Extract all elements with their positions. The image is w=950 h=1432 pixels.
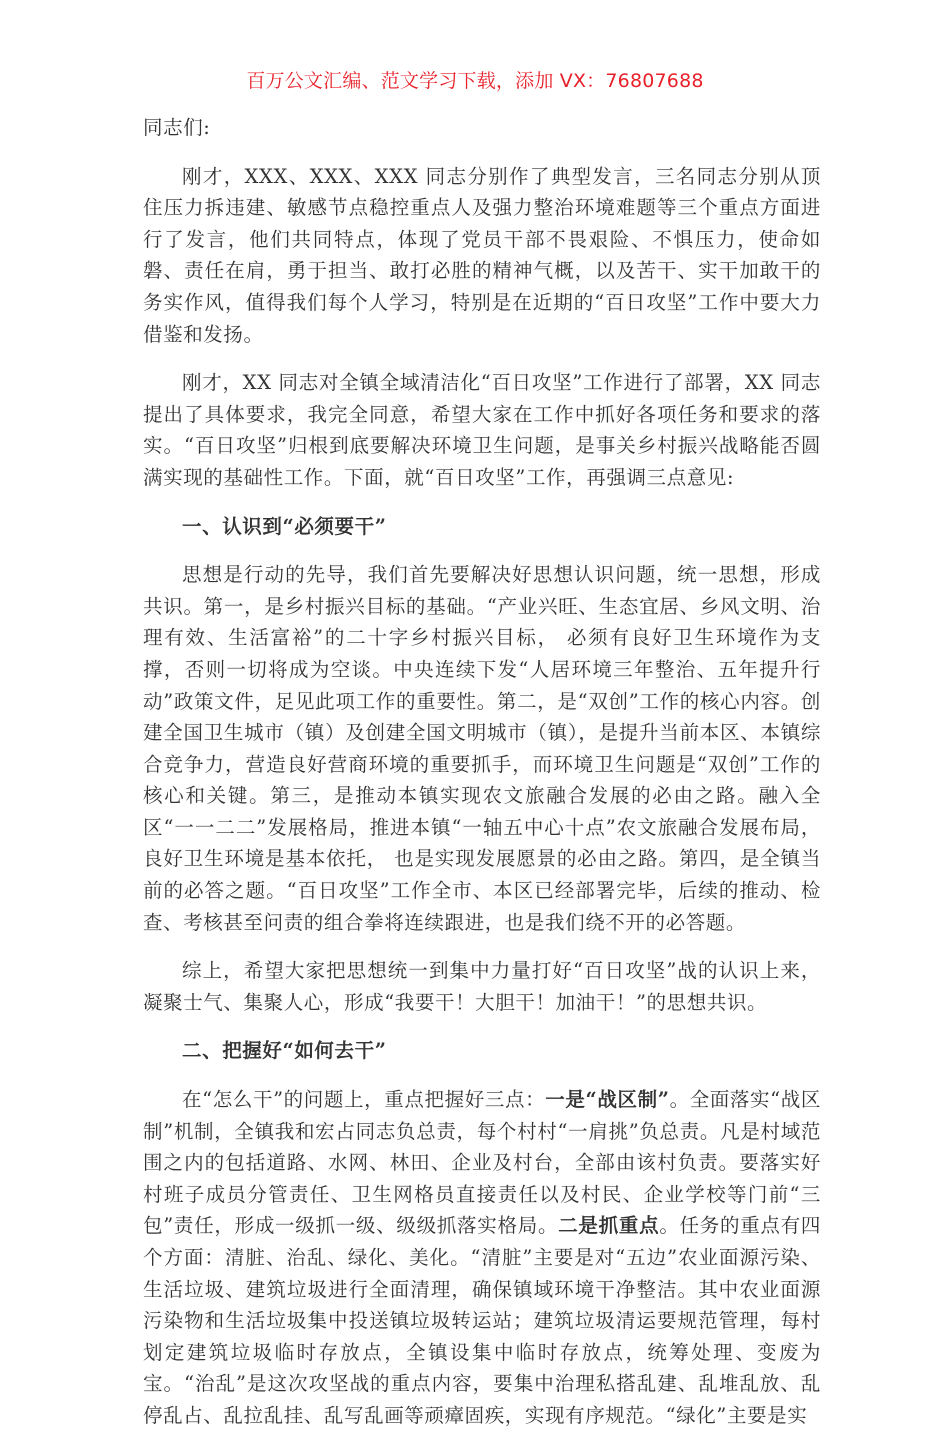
text-run: 。任务的重点有四个方面：清脏、治乱、绿化、美化。“清脏”主要是对“五边”农业面源污染、生活垃圾、建筑垃圾进行全面清理，确保镇域环境干净整洁。其中农业面源污染物和生活垃圾集中投送镇垃圾转运站；建筑垃圾清运要规范管理，每村划定建筑垃圾临时存放点，全镇设集中临时存放点，统筹处理、变废为宝。“治乱”是这次攻坚战的重点内容，要集中治理私搭乱建、乱堆乱放、乱停乱占、乱拉乱挂、乱写乱画等顽瘴固疾，实现有序规范。“绿化”主要是实 <box>143 1214 821 1427</box>
bold-point-1: 一是“战区制” <box>545 1088 670 1112</box>
paragraph-intro-1: 刚才，XXX、XXX、XXX 同志分别作了典型发言，三名同志分别从顶住压力拆违建、敏感节点稳控重点人及强力整治环境难题等三个重点方面进行了发言，他们共同特点，体现了党员干部不畏艰险、不惧压力，使命如磐、责任在肩，勇于担当、敢打必胜的精神气概，以及苦干、实干加敢干的务实作风，值得我们每个人学习，特别是在近期的“百日攻坚”工作中要大力借鉴和发扬。 <box>143 164 821 346</box>
paragraph-section2-1 <box>143 1084 821 1432</box>
section-heading-1: 一、认识到“必须要干” <box>182 514 387 538</box>
text-run: 。全面落实“战区制”机制，全镇我和宏占同志负总责，每个村村“一肩挑”负总责。凡是村域范围之内的包括道路、水网、林田、企业及村台，全部由该村负责。要落实好村班子成员分管责任、卫生网格员直接责任以及村民、企业学校等门前“三包”责任，形成一级抓一级、级级抓落实格局。 <box>143 1088 821 1238</box>
paragraph-intro-2: 刚才，XX 同志对全镇全域清洁化“百日攻坚”工作进行了部署，XX 同志提出了具体要求，我完全同意，希望大家在工作中抓好各项任务和要求的落实。“百日攻坚”归根到底要解决环境卫生问题，是事关乡村振兴战略能否圆满实现的基础性工作。下面，就“百日攻坚”工作，再强调三点意见: <box>143 371 821 489</box>
paragraph-section1-1: 思想是行动的先导，我们首先要解决好思想认识问题，统一思想，形成共识。第一，是乡村振兴目标的基础。“产业兴旺、生态宜居、乡风文明、治理有效、生活富裕”的二十字乡村振兴目标， 必须有良好卫生环境作为支撑，否则一切将成为空谈。中央连续下发“人居环境三年整治、五年提升行动”政策文件，足见此项工作的重要性。第二，是“双创”工作的核心内容。创建全国卫生城市（镇）及创建全国文明城市（镇），是提升当前本区、本镇综合竞争力，营造良好营商环境的重要抓手，而环境卫生问题是“双创”工作的核心和关键。第三，是推动本镇实现农文旅融合发展的必由之路。融入全区“一一二二”发展格局，推进本镇“一轴五中心十点”农文旅融合发展布局，良好卫生环境是基本依托， 也是实现发展愿景的必由之路。第四，是全镇当前的必答之题。“百日攻坚”工作全市、本区已经部署完毕，后续的推动、检查、考核甚至问责的组合拳将连续跟进，也是我们绕不开的必答题。 <box>143 563 821 934</box>
paragraph-section1-2: 综上，希望大家把思想统一到集中力量打好“百日攻坚”战的认识上来，凝聚士气、集聚人心，形成“我要干！大胆干！加油干！”的思想共识。 <box>143 959 821 1014</box>
salutation: 同志们: <box>143 116 211 139</box>
bold-point-2: 二是抓重点 <box>558 1214 660 1238</box>
section-heading-2: 二、把握好“如何去干” <box>182 1039 387 1063</box>
document-body <box>143 112 821 1432</box>
text-run: 在“怎么干”的问题上，重点把握好三点： <box>182 1088 546 1112</box>
watermark-banner: 百万公文汇编、范文学习下载，添加 VX：76807688 <box>246 70 704 92</box>
